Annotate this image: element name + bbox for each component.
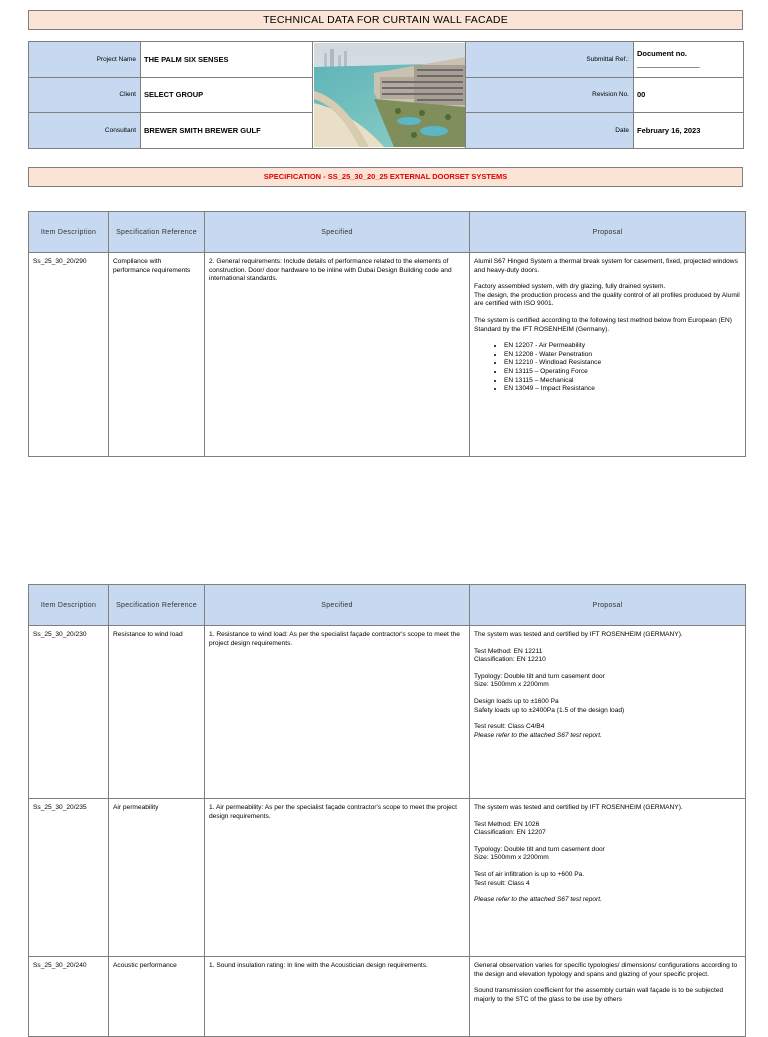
specification-title: SPECIFICATION - SS_25_30_20_25 EXTERNAL DOORSET SYSTEMS bbox=[28, 167, 743, 187]
document-number: Document no. bbox=[637, 49, 687, 59]
proposal-text: Size: 1500mm x 2200mm bbox=[474, 681, 549, 689]
table-row bbox=[29, 626, 746, 799]
proposal-text: Safety loads up to ±2400Pa (1.5 of the design load) bbox=[474, 706, 625, 714]
proposal-text: Test Method: EN 1026 bbox=[474, 820, 540, 828]
consultant-value: BREWER SMITH BREWER GULF bbox=[141, 113, 313, 149]
table-row bbox=[29, 957, 746, 1037]
list-item: • EN 13049 – Impact Resistance bbox=[504, 385, 741, 394]
proposal-text: Design loads up to ±1600 Pa bbox=[474, 697, 559, 705]
table-row bbox=[29, 799, 746, 957]
proposal-text: The system was tested and certified by IFT ROSENHEIM (GERMANY). bbox=[474, 631, 683, 638]
proposal-text: Classification: EN 12207 bbox=[474, 829, 546, 837]
spec-table-2 bbox=[28, 584, 746, 1037]
proposal-note: Please refer to the attached S67 test report. bbox=[474, 731, 602, 739]
project-photo bbox=[313, 42, 466, 149]
col-specified: Specified bbox=[205, 212, 470, 253]
col-proposal: Proposal bbox=[470, 585, 746, 626]
proposal-text: Typology: Double tilt and turn casement door bbox=[474, 845, 605, 853]
specified-text: 1. Resistance to wind load: As per the specialist façade contractor's scope to meet the project design requirements. bbox=[205, 626, 470, 799]
col-specification-reference: Specification Reference bbox=[109, 585, 205, 626]
spec-reference: Acoustic performance bbox=[109, 957, 205, 1037]
list-item: • EN 12207 - Air Permeability bbox=[504, 342, 741, 351]
col-proposal: Proposal bbox=[470, 212, 746, 253]
proposal-cell bbox=[470, 253, 746, 457]
item-code: Ss_25_30_20/290 bbox=[29, 253, 109, 457]
proposal-cell bbox=[470, 957, 746, 1037]
proposal-cell bbox=[470, 626, 746, 799]
item-code: Ss_25_30_20/230 bbox=[29, 626, 109, 799]
proposal-text: Typology: Double tilt and turn casement door bbox=[474, 672, 605, 680]
list-item: • EN 12210 - Windload Resistance bbox=[504, 359, 741, 368]
project-name-value: THE PALM SIX SENSES bbox=[141, 42, 313, 78]
proposal-text: Test of air infiltration is up to +600 Pa. bbox=[474, 870, 585, 878]
list-item: • EN 13115 – Mechanical bbox=[504, 377, 741, 386]
resort-building-photo bbox=[314, 43, 465, 147]
proposal-text: Classification: EN 12210 bbox=[474, 656, 546, 664]
revision-label: Revision No. bbox=[466, 77, 634, 113]
list-item: • EN 13115 – Operating Force bbox=[504, 368, 741, 377]
proposal-text: Test result: Class 4 bbox=[474, 879, 530, 887]
item-code: Ss_25_30_20/240 bbox=[29, 957, 109, 1037]
proposal-text: Size: 1500mm x 2200mm bbox=[474, 854, 549, 862]
date-value: February 16, 2023 bbox=[634, 113, 744, 149]
col-specification-reference: Specification Reference bbox=[109, 212, 205, 253]
table-row bbox=[29, 253, 746, 457]
proposal-text: The system was tested and certified by IFT ROSENHEIM (GERMANY). bbox=[474, 804, 683, 811]
document-number-blank: _______________ bbox=[637, 59, 700, 69]
proposal-text: Test Method: EN 12211 bbox=[474, 647, 543, 655]
proposal-text: Test result: Class C4/B4 bbox=[474, 723, 545, 731]
proposal-text: Factory assembled system, with dry glazing, fully drained system. bbox=[474, 283, 666, 291]
proposal-note: Please refer to the attached S67 test report. bbox=[474, 896, 602, 904]
col-specified: Specified bbox=[205, 585, 470, 626]
proposal-text: The system is certified according to the following test method below from European (EN) Standard by the IFT ROSENHEIM (Germany). bbox=[474, 316, 733, 333]
spec-reference: Resistance to wind load bbox=[109, 626, 205, 799]
project-name-label: Project Name bbox=[29, 42, 141, 78]
col-item-description: Item Description bbox=[29, 212, 109, 253]
proposal-cell bbox=[470, 799, 746, 957]
spec-reference: Air permeability bbox=[109, 799, 205, 957]
submittal-ref-value bbox=[634, 42, 744, 78]
document-title: TECHNICAL DATA FOR CURTAIN WALL FACADE bbox=[28, 10, 743, 30]
list-item: • EN 12208 - Water Penetration bbox=[504, 351, 741, 360]
standards-list bbox=[474, 342, 741, 394]
date-label: Date bbox=[466, 113, 634, 149]
col-item-description: Item Description bbox=[29, 585, 109, 626]
table-header-row bbox=[29, 585, 746, 626]
table-header-row bbox=[29, 212, 746, 253]
proposal-text: Sound transmission coefficient for the assembly curtain wall façade is to be subjected majorly to the STC of the glass to be use by others bbox=[474, 987, 724, 1003]
item-code: Ss_25_30_20/235 bbox=[29, 799, 109, 957]
client-value: SELECT GROUP bbox=[141, 77, 313, 113]
proposal-text: General observation varies for specific typologies/ dimensions/ configurations according to the design and elevation typology and spans and glazing of your specific project. bbox=[474, 962, 738, 978]
proposal-text: The design, the production process and the quality control of all profiles produced by Alumil are certified with ISO 9001. bbox=[474, 291, 740, 308]
specified-text: 1. Air permeability: As per the specialist façade contractor's scope to meet the project design requirements. bbox=[205, 799, 470, 957]
spec-table-1 bbox=[28, 211, 746, 457]
specified-text: 1. Sound insulation rating: In line with the Acoustician design requirements. bbox=[205, 957, 470, 1037]
project-header-table bbox=[28, 41, 744, 149]
client-label: Client bbox=[29, 77, 141, 113]
proposal-text: Alumil S67 Hinged System a thermal break system for casement, fixed, projected windows and heavy-duty doors. bbox=[474, 258, 738, 274]
spec-reference: Compliance with performance requirements bbox=[109, 253, 205, 457]
submittal-ref-label: Submittal Ref.: bbox=[466, 42, 634, 78]
revision-value: 00 bbox=[634, 77, 744, 113]
consultant-label: Consultant bbox=[29, 113, 141, 149]
specified-text: 2. General requirements: Include details of performance related to the elements of construction. Door/ door hardware to be inline with Dubai Design Building code and international standards. bbox=[205, 253, 470, 457]
